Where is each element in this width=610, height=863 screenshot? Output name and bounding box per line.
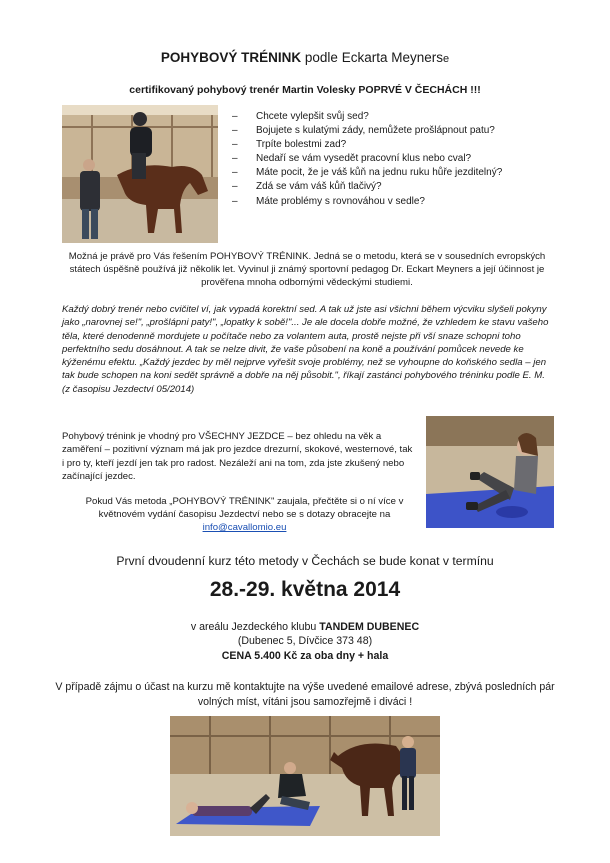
list-item <box>232 124 562 138</box>
list-marker: – <box>232 195 238 207</box>
more-info-paragraph <box>62 495 427 535</box>
venue-line-1 <box>0 620 610 634</box>
venue-club: TANDEM DUBENEC <box>319 621 420 633</box>
venue-address: (Dubenec 5, Dívčice 373 48) <box>237 635 373 648</box>
course-announcement: První dvoudenní kurz této metody v Čechách se bude konat v termínu <box>116 554 494 568</box>
photo-exercise <box>426 416 554 528</box>
question-text: Chcete vylepšit svůj sed? <box>256 111 369 122</box>
title-bold: POHYBOVÝ TRÉNINK <box>160 50 302 65</box>
question-text: Máte problémy s rovnováhou v sedle? <box>256 195 425 207</box>
course-date: 28.-29. května 2014 <box>209 578 401 601</box>
photo-arena-session <box>170 716 440 836</box>
intro-paragraph: Možná je právě pro Vás řešením POHYBOVÝ TRÉNINK. Jedná se o metodu, která se v sousedních evropských státech úspěšně používá již několik let. Vyvinul ji známý sportovní pedagog Dr. Eckart Meyners a její účinnost je prověřena mnoha odbornými vědeckými studiemi. <box>68 251 546 289</box>
list-item <box>232 152 562 166</box>
list-marker: – <box>232 181 238 193</box>
venue-price: CENA 5.400 Kč za oba dny + hala <box>221 649 389 662</box>
list-item <box>232 110 562 124</box>
list-marker: – <box>232 153 238 165</box>
subtitle: certifikovaný pohybový trenér Martin Volesky POPRVÉ V ČECHÁCH !!! <box>129 84 481 96</box>
list-item <box>232 195 562 209</box>
list-item <box>232 138 562 152</box>
quote-paragraph: Každý dobrý trenér nebo cvičitel ví, jak vypadá korektní sed. A tak už jste asi všichni během výcviku slyšeli pokyny jako „narovnej se!", „prošlápni paty!", „lopatky k sobě!"... Je ale docela dobře možné, že vzhledem ke stavu vašeho těla, které denodenně mordujete u počítače nebo za volantem auta, prostě nejste při vší snaze schopni toho perfektního sedu dosáhnout. A tak se nelze divit, že vaše působení na koně a používání pomůcek nevede ke kýženému efektu. „Každý jezdec by měl nejprve vyřešit svoje problémy, než se vyhoupne do koňského sedla – jen tak bude schopen na koni sedět správně a dobře na něj působit.", říkají zastánci pohybového tréninku podle E. M. (z časopisu Jezdectví 05/2014) <box>62 304 549 395</box>
venue-prefix: v areálu Jezdeckého klubu <box>190 621 320 633</box>
photo-trainer-rider <box>62 105 218 243</box>
question-text: Trpíte bolestmi zad? <box>256 139 347 151</box>
title-rest: podle Eckarta Meyners <box>301 50 443 65</box>
suitability-paragraph: Pohybový trénink je vhodný pro VŠECHNY JEZDCE – bez ohledu na věk a zaměření – pozitivní význam má jak pro jezdce drezurní, skokové, westernové, tak i pro ty, kteří jezdí jen tak pro radost. Nezáleží ani na tom, zda jste zkušený nebo začínající jezdec. <box>62 431 413 482</box>
list-item <box>232 180 562 194</box>
question-text: Nedaří se vám vysedět pracovní klus nebo cval? <box>256 153 472 165</box>
question-text: Zdá se vám váš kůň tlačivý? <box>256 181 382 193</box>
questions-list <box>232 110 562 209</box>
list-marker: – <box>232 111 238 122</box>
list-item <box>232 166 562 180</box>
page-title <box>0 50 610 65</box>
contact-paragraph: V případě zájmu o účast na kurzu mě kontaktujte na výše uvedené emailové adrese, zbývá posledních pár volných míst, vítáni jsou samozřejmě i diváci ! <box>55 681 555 708</box>
question-text: Máte pocit, že je váš kůň na jednu ruku hůře jezditelný? <box>256 167 503 179</box>
list-marker: – <box>232 139 238 151</box>
title-tail: e <box>442 53 450 65</box>
venue-block <box>0 620 610 663</box>
list-marker: – <box>232 125 238 137</box>
question-text: Bojujete s kulatými zády, nemůžete prošlápnout patu? <box>256 125 495 137</box>
more-info-text: Pokud Vás metoda „POHYBOVÝ TRÉNINK" zaujala, přečtěte si o ní více v květnovém vydání časopisu Jezdectví nebo se s dotazy obracejte na <box>85 496 404 521</box>
list-marker: – <box>232 167 238 179</box>
email-link[interactable]: info@cavallomio.eu <box>202 522 287 534</box>
